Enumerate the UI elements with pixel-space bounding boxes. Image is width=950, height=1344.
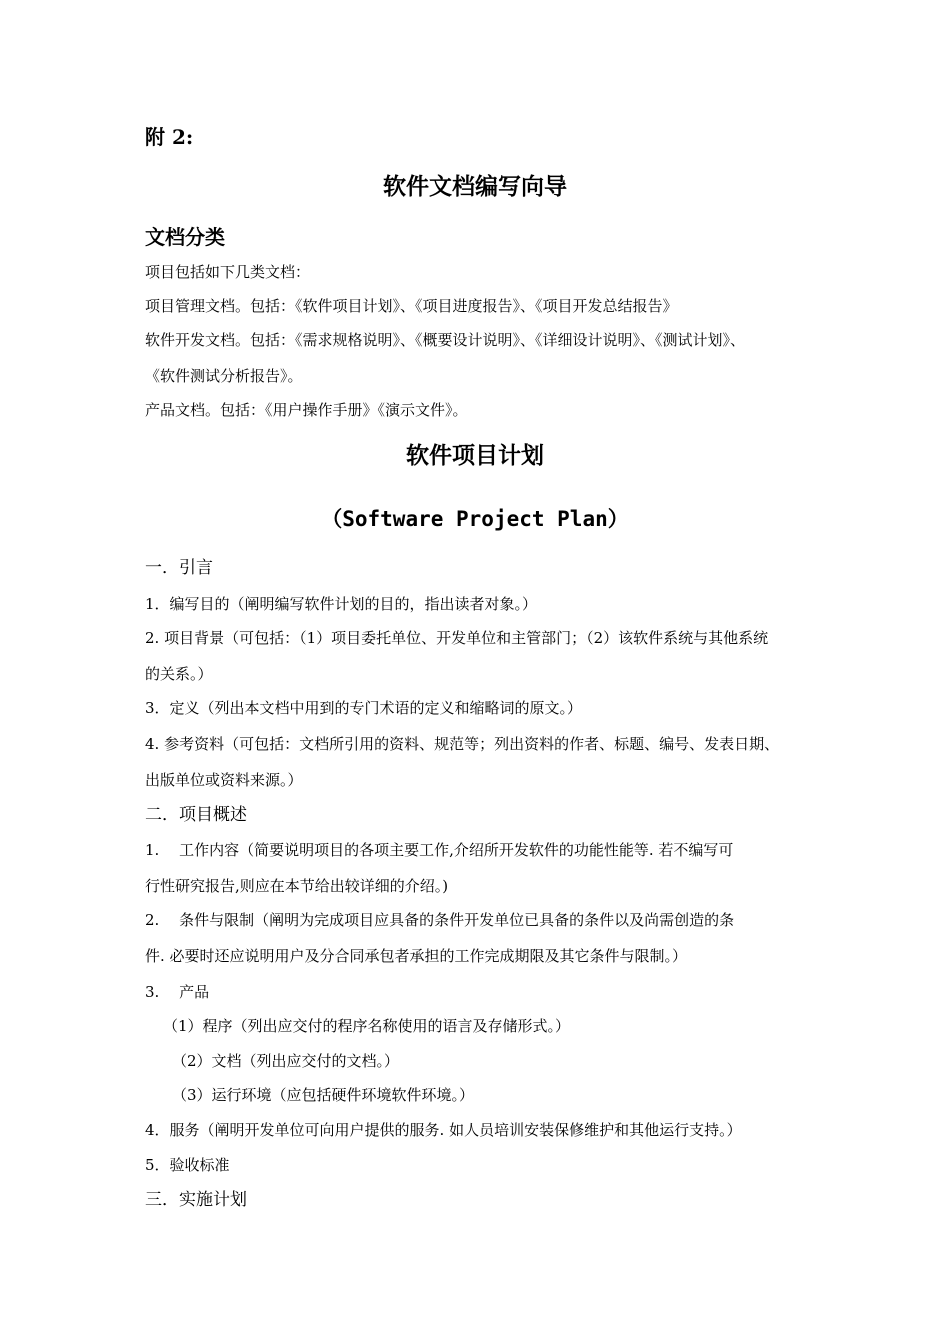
list-item: 出版单位或资料来源。） <box>145 771 303 789</box>
paragraph-line: 产品文档。包括：《用户操作手册》《演示文件》。 <box>145 401 468 419</box>
list-item: 5．验收标准 <box>145 1156 230 1174</box>
appendix-label: 附 2: <box>145 125 194 149</box>
list-item: 2. 条件与限制（阐明为完成项目应具备的条件开发单位已具备的条件以及尚需创造的条 <box>145 911 735 929</box>
document-title: 软件文档编写向导 <box>383 174 567 200</box>
list-item: 4. 参考资料（可包括：文档所引用的资料、规范等；列出资料的作者、标题、编号、发表日期、 <box>145 735 780 753</box>
list-item: 3. 产品 <box>145 983 210 1001</box>
plan-title: 软件项目计划 <box>406 443 544 469</box>
list-item: 2. 项目背景（可包括：（1）项目委托单位、开发单位和主管部门；（2）该软件系统与其他系统 <box>145 629 769 647</box>
list-item: （1）程序（列出应交付的程序名称使用的语言及存储形式。） <box>163 1017 571 1035</box>
list-item: （3）运行环境（应包括硬件环境软件环境。） <box>172 1086 475 1104</box>
chapter-heading-implementation-plan: 三．实施计划 <box>145 1190 247 1210</box>
chapter-heading-overview: 二．项目概述 <box>145 805 247 825</box>
list-item: 1. 工作内容（简要说明项目的各项主要工作,介绍所开发软件的功能性能等. 若不编写可 <box>145 841 734 859</box>
section-heading-classification: 文档分类 <box>145 225 225 249</box>
chapter-heading-introduction: 一．引言 <box>145 558 213 578</box>
list-item: 的关系。） <box>145 665 213 683</box>
paragraph-line: 软件开发文档。包括：《需求规格说明》、《概要设计说明》、《详细设计说明》、《测试计划》、 <box>145 331 746 349</box>
list-item: 4．服务（阐明开发单位可向用户提供的服务. 如人员培训安装保修维护和其他运行支持。） <box>145 1121 742 1139</box>
list-item: 件. 必要时还应说明用户及分合同承包者承担的工作完成期限及其它条件与限制。） <box>145 947 688 965</box>
paragraph-line: 项目管理文档。包括：《软件项目计划》、《项目进度报告》、《项目开发总结报告》 <box>145 297 678 315</box>
list-item: 行性研究报告,则应在本节给出较详细的介绍。) <box>145 877 449 895</box>
paragraph-line: 项目包括如下几类文档： <box>145 263 311 281</box>
plan-subtitle: （Software Project Plan） <box>321 507 629 531</box>
paragraph-line: 《软件测试分析报告》。 <box>145 367 303 385</box>
list-item: 3．定义（列出本文档中用到的专门术语的定义和缩略词的原文。） <box>145 699 583 717</box>
list-item: （2）文档（列出应交付的文档。） <box>172 1052 400 1070</box>
list-item: 1．编写目的（阐明编写软件计划的目的，指出读者对象。） <box>145 595 538 613</box>
